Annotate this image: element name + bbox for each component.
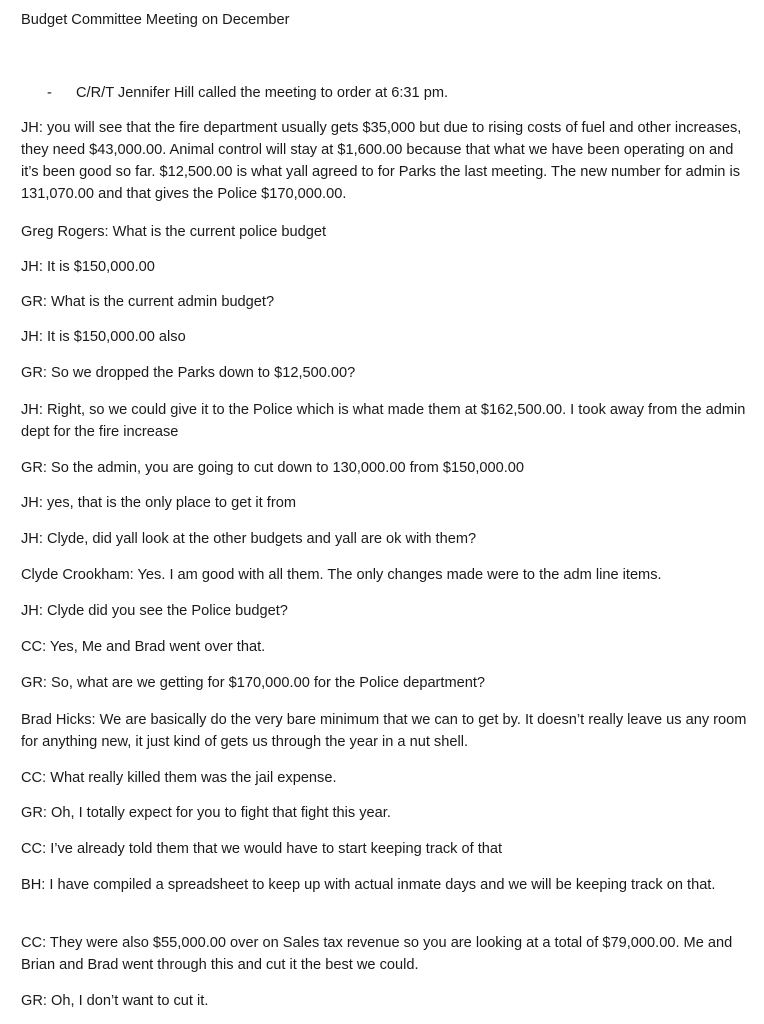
- transcript-paragraph: Greg Rogers: What is the current police budget: [21, 224, 327, 240]
- transcript-paragraph: GR: Oh, I totally expect for you to fight that fight this year.: [21, 805, 391, 821]
- transcript-paragraph: GR: Oh, I don’t want to cut it.: [21, 993, 209, 1009]
- transcript-paragraph: GR: What is the current admin budget?: [21, 294, 275, 310]
- transcript-paragraph: CC: I’ve already told them that we would have to start keeping track of that: [21, 841, 503, 857]
- transcript-paragraph: JH: Clyde did you see the Police budget?: [21, 603, 288, 619]
- document-title: Budget Committee Meeting on December: [21, 12, 290, 28]
- transcript-paragraph: JH: Right, so we could give it to the Police which is what made them at $162,500.00. I took away from the admin dept for the fire increase: [21, 402, 746, 440]
- call-to-order-text: C/R/T Jennifer Hill called the meeting to order at 6:31 pm.: [76, 85, 449, 101]
- transcript-paragraph: Clyde Crookham: Yes. I am good with all them. The only changes made were to the adm line items.: [21, 567, 662, 583]
- bullet-dash: -: [47, 85, 52, 101]
- transcript-paragraph: Brad Hicks: We are basically do the very bare minimum that we can to get by. It doesn’t really leave us any room for anything new, it just kind of gets us through the year in a nut shell.: [21, 712, 747, 750]
- transcript-paragraph: JH: Clyde, did yall look at the other budgets and yall are ok with them?: [21, 531, 477, 547]
- transcript-paragraph: GR: So, what are we getting for $170,000.00 for the Police department?: [21, 675, 486, 691]
- transcript-paragraph: CC: Yes, Me and Brad went over that.: [21, 639, 266, 655]
- transcript-paragraph: JH: It is $150,000.00: [21, 259, 155, 275]
- transcript-paragraph: GR: So we dropped the Parks down to $12,500.00?: [21, 365, 356, 381]
- transcript-paragraph: JH: yes, that is the only place to get it from: [21, 495, 296, 511]
- transcript-paragraph: CC: What really killed them was the jail expense.: [21, 770, 337, 786]
- transcript-paragraph: CC: They were also $55,000.00 over on Sales tax revenue so you are looking at a total of $79,000.00. Me and Brian and Brad went through this and cut it the best we could.: [21, 935, 733, 973]
- call-to-order-line: [47, 82, 448, 104]
- transcript-paragraph: GR: So the admin, you are going to cut down to 130,000.00 from $150,000.00: [21, 460, 525, 476]
- transcript-paragraph: JH: you will see that the fire department usually gets $35,000 but due to rising costs of fuel and other increases, they need $43,000.00. Animal control will stay at $1,600.00 because that what we have been operating on and it’s been good so far. $12,500.00 is what yall agreed to for Parks the last meeting. The new number for admin is 131,070.00 and that gives the Police $170,000.00.: [21, 120, 742, 202]
- transcript-paragraph: JH: It is $150,000.00 also: [21, 329, 186, 345]
- transcript-paragraph: BH: I have compiled a spreadsheet to keep up with actual inmate days and we will be keeping track on that.: [21, 877, 716, 893]
